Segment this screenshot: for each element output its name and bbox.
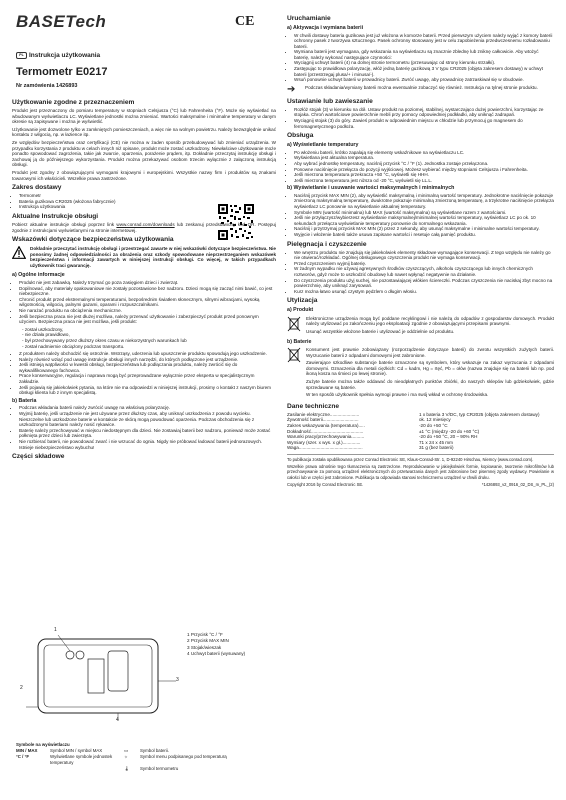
- list-item: • Baterię należy przechowywać w miejscu niedostępnym dla dzieci. Nie zostawiaj baterii bez nadzoru, ponieważ może zostać połknięta przez dzieci lub zwierzęta.: [19, 428, 276, 439]
- general-heading: a) Ogólne informacje: [12, 272, 65, 279]
- part-label: 4 Uchwyt baterii (wysuwany): [187, 651, 246, 657]
- symbol-desc: Symbol MIN / symbol MAX: [50, 748, 103, 753]
- list-item: • Jeśli mierzona temperatura przekracza +50 °C, wyświetli się HHH.: [294, 172, 554, 178]
- document-type: [16, 52, 100, 59]
- list-item: • W chwili dostawy bateria guzikowa jest już włożona w komorze baterii. Przed pierwszym użyciem należy wyjąć z komory baterii ochronny pasek z tworzywa sztucznego. Pasek ochronny stosowany jest w celu zapobieżenia przedwczesnemu rozładowaniu baterii.: [294, 33, 554, 50]
- minmax-list: [287, 193, 554, 238]
- care-list: [287, 250, 554, 295]
- manuals-text: Pobierz aktualne instrukcje obsługi poprzez link: [12, 221, 117, 227]
- arrow-right-icon: ➔: [287, 83, 296, 95]
- list-item: • Jeśli bezpieczna praca nie jest dłużej możliwa, należy przerwać użytkowanie i zabezpieczyć produkt przed ponownym użyciem. Bezpieczna praca nie jest możliwa, jeśli produkt:: [19, 314, 276, 325]
- tech-value: ±1 °C (między -20 do +60 °C): [419, 428, 480, 434]
- brand-logo: BASETech: [16, 12, 107, 31]
- list-item: • Jeśli pojawią się jakiekolwiek pytania, na które nie ma odpowiedzi w niniejszej instrukcji, prosimy o kontakt z naszym biurem obsługi klienta lub z innym specjalistą.: [19, 385, 276, 396]
- list-item: • Podczas wkładania baterii należy zwrócić uwagę na właściwą polaryzację.: [19, 405, 276, 411]
- disposal-paragraph: Zużyte baterie można także oddawać do nieodpłatnych punktów zbiórki, do naszych sklepów lub gdziekolwiek, gdzie sprzedawane są baterie.: [306, 379, 554, 390]
- list-item: • Bateria guzikowa CR2025 (włożona fabrycznie): [19, 199, 214, 205]
- list-item: • W żadnym wypadku nie używaj agresywnych środków czyszczących, alkoholu czyszczącego lub innych chemicznych roztworów, gdyż może to uszkodzić obudowę lub nawet wpłynąć negatywnie na działanie.: [294, 266, 554, 277]
- delivery-list: [12, 193, 214, 210]
- symbol-desc: Symbol baterii.: [140, 748, 170, 753]
- snowflake-icon: ☼: [124, 754, 129, 759]
- tech-key: Waga..................................................: [287, 445, 363, 451]
- list-item: • Rozłóż stojak (3) w kierunku na dół. Ustaw produkt na poziomej, stabilnej, wystarczająco dużej powierzchni, korzystając ze stojaka. Chroń wartościowe powierzchnie mebli przy pomocy odpowiedniej podkładki, aby uniknąć zadrapań.: [294, 107, 554, 118]
- battery-heading: b) Bateria: [12, 397, 37, 404]
- list-item: • Aby wybrać jednostkę temperatury, naciśnij przycisk °C / °F (1). Jednostka zostaje przełączona.: [294, 161, 554, 167]
- ce-mark: CE: [235, 14, 255, 29]
- list-item: • Po włożeniu baterii, krótko zapalają się elementy wskaźnikowe na wyświetlaczu LC.: [294, 150, 554, 156]
- list-item: • Nie rozbierać baterii, nie powodować zwarć i nie wrzucać do ognia. Nigdy nie próbować ładować baterii jednorazowych. Istnieje niebezpieczeństwo wybuchu!: [19, 439, 276, 450]
- tech-key: Dokładność.........................................: [287, 428, 364, 434]
- tech-key: Żywotność baterii............................: [287, 417, 359, 423]
- tech-key: Warunki pracy/przechowywania..........: [287, 434, 365, 440]
- minmax-heading: b) Wyświetlanie i usuwanie wartości maksymalnych i minimalnych: [287, 185, 455, 192]
- care-heading: Pielęgnacja i czyszczenie: [287, 240, 367, 248]
- list-item: • Wsuń ponownie uchwyt baterii w prowadnicy baterii. Zwróć uwagę, aby prowadnicę zatrzaskiwał się w obudowie.: [294, 77, 554, 83]
- tech-key: Zasilanie elektryczne.......................: [287, 411, 360, 417]
- list-item: • Zastępując to prawidłowa polaryzację, włóż jedną baterię guzikową 3 V typu CR2025 (objęta zakresem dostawy) w uchwyt baterii (przestrzegaj plusa/+ i minusa/-).: [294, 66, 554, 77]
- disposal-battery-heading: b) Baterie: [287, 338, 312, 345]
- disposal-paragraph: Zawierające szkodliwe substancje baterie oznaczone są symbolem, który wskazuje na zakaz wyrzucania z odpadami domowymi. Oznaczenia dla metali ciężkich: Cd = kadm, Hg = rtęć, Pb = ołów (nazwa znajduje się na baterii lub np. pod ikoną kosza na śmieci po lewej stronie).: [306, 360, 554, 377]
- list-item: • Wymiana baterii jest wymagana, gdy wskazania na wyświetlaczu są znacznie zblednę lub zniknę całkowicie. Aby wtożyć baterię, należy wykonać następujące czynności:: [294, 49, 554, 60]
- list-item: • Symbole MIN (wartość minimalna) lub MAX (wartość maksymalna) są wyświetlane razem z wartościami.: [294, 210, 554, 216]
- part-label: 1 Przycisk °C / °F: [187, 632, 223, 637]
- list-item: • Kurz można łatwo usunąć czystym pędzlem o długim włosiu.: [294, 289, 554, 295]
- disposal-battery: [287, 347, 554, 400]
- list-item: • Naciśnij przycisk MAX MIN (2), aby wyświetlić maksymalną i minimalną wartość temperatury. Jednokrotne naciśnięcie pokazuje zmierzoną maksymalną temperaturę, dwukrotne pokazuje minimalną zmierzoną temperaturę, a trzykrotne naciśnięcie przełącza wyświetlacz LC ponownie na wyświetlanie aktualnej temperatury.: [294, 193, 554, 210]
- general-list: [12, 280, 276, 325]
- battery-icon: ▭: [124, 748, 129, 753]
- tech-table: [287, 412, 554, 451]
- disposal-paragraph: Usunąć wszystkie włożone baterie i utylizować je oddzielnie od produktu.: [306, 328, 455, 334]
- list-item: • Produkt nie jest zabawką. Należy trzymać go poza zasięgiem dzieci i zwierząt.: [19, 280, 276, 286]
- downloads-link[interactable]: www.conrad.com/downloads: [116, 221, 175, 227]
- list-item: • Wyjęcie i włożenie baterii także usuwa zapisane wartości i resetuje całą pamięć produktu.: [294, 232, 554, 238]
- general-list-continued: [12, 351, 276, 396]
- list-item: • Prace konserwacyjne, regulacja i naprawa mogą być przeprowadzane wyłącznie przez eksperta w specjalistycznym zakładzie.: [19, 373, 276, 384]
- symbol-row: [16, 766, 231, 772]
- list-item: - nie działa prawidłowo,: [22, 332, 276, 338]
- diagram-callout: 3: [176, 677, 179, 683]
- disposal-product-heading: a) Produkt: [287, 307, 314, 314]
- unsafe-conditions-list: [12, 327, 276, 349]
- disposal-heading: Utylizacja: [287, 297, 318, 305]
- disposal-paragraph: Elektroniczne urządzenia mogą być poddane recyklingowi i nie należą do odpadów z gospodarstw domowych. Produkt należy utylizować po zakończeniu jego eksploatacji zgodnie z obowiązującymi przepisami prawnymi.: [306, 315, 554, 327]
- operation-heading: Uruchamianie: [287, 15, 331, 22]
- tech-heading: Dane techniczne: [287, 402, 340, 410]
- manuals-heading: Aktualne Instrukcje obsługi: [12, 212, 99, 220]
- document-code: *1426893_v2_0916_02_DS_m_PL_(2): [481, 481, 554, 487]
- symbol-desc: Wyświetlane symbole jednostek temperatury: [50, 754, 113, 765]
- list-item: • Dopilnować, aby materiały opakowaniowe nie zostały pozostawione bez nadzoru. Dzieci mogą się zacząć nimi bawić, co jest niebezpieczne.: [19, 286, 276, 297]
- temp-display-list: [287, 150, 554, 184]
- diagram-callout: 2: [20, 685, 23, 691]
- list-item: • Wyjmij baterię, jeśli urządzenie nie jest używane przez dłuższy czas, aby uniknąć uszkodzenia z powodu wycieku. Nieszczelne lub uszkodzone baterie w kontakcie ze skórą mogą powodować oparzenia. Podczas obchodzenia się z uszkodzonymi bateriami należy nosić rękawice.: [19, 411, 276, 428]
- list-item: • Z produktem należy obchodzić się ostrożnie. Wstrząsy, uderzenia lub upuszczenie produktu spowodują jego uszkodzenie.: [19, 351, 276, 357]
- battery-list: [12, 405, 276, 450]
- manuals-paragraph: [12, 222, 276, 233]
- list-item: • Wyciągnij uchwyt baterii (4) na dolnej stronie termometru (przesuwając od strony kierunku strzałki).: [294, 60, 554, 66]
- safety-heading: Wskazówki dotyczące bezpieczeństwa użytkowania: [12, 236, 174, 244]
- copyright: Copyright 2016 by Conrad Electronic SE.: [287, 481, 364, 487]
- crossed-bin-icon: [287, 347, 301, 400]
- intended-use-paragraph: Produkt jest przeznaczony do pomiaru temperatury w stopniach Celsjusza (°C) lub Fahrenheita (°F). Może się wyświetlać na wbudowanym wyświetlaczu LC. Wyświetlane jednostki można zmieniać. Wartości maksymalne i minimalne temperatury w danym okresie są zapisywane i można je wyświetlić.: [12, 108, 276, 125]
- symbol-name: MIN / MAX: [16, 748, 38, 753]
- language-flag-icon: PL: [16, 52, 27, 59]
- crossed-bin-icon: [287, 316, 301, 337]
- list-item: • Przed czyszczeniem wyjmij baterię.: [294, 261, 554, 267]
- battery-activation-list: [287, 33, 554, 83]
- list-item: • Jeśli istnieją wątpliwości w kwestii obsługi, bezpieczeństwa lub podłączania produktu, należy zwrócić się do wykwalifikowanego fachowca.: [19, 362, 276, 373]
- tech-value: 1 x bateria 3 V/DC, typ CR2025 (objęta zakresem dostawy): [419, 411, 540, 417]
- diagram-callout: 4: [116, 717, 119, 723]
- list-item: • Należy również wziąć pod uwagę instrukcje obsługi innych narzędzi, do których podłączone jest urządzenie.: [19, 357, 276, 363]
- symbol-name: °C / °F: [16, 754, 30, 759]
- list-item: • Termometr: [19, 193, 214, 199]
- right-column: [287, 12, 554, 487]
- warning-triangle-icon: [12, 246, 26, 270]
- intended-use-paragraph: Produkt jest zgodny z obowiązującymi wymogami krajowymi i europejskimi. Wszystkie nazwy firm i produktów są znakami towarowymi ich właścicieli. Wszelkie prawa zastrzeżone.: [12, 169, 276, 181]
- disposal-product: [287, 316, 554, 337]
- parts-heading: Części składowe: [12, 453, 65, 461]
- list-item: • Jeśli mierzona temperatura jest niższa od -20 °C, wyświetli się LL.L.: [294, 178, 554, 184]
- symbol-row: [16, 754, 231, 766]
- delivery-heading: Zakres dostawy: [12, 184, 62, 192]
- manuals-text: lub zeskanuj przedstawiony kod QR. Postępuj zgodnie z instrukcjami wyświetlanymi na stronie internetowej.: [12, 221, 276, 233]
- list-item: • Naciśnij i przytrzymaj przycisk MAX MIN (2) przez 2 sekundy, aby usunąć maksymalne i minimalne wartości temperatury.: [294, 226, 554, 232]
- intended-use-paragraph: Ze względów bezpieczeństwa oraz certyfikacji (CE) nie można w żaden sposób przebudowywać lub zmieniać urządzenia. W przypadku korzystania z produktu w celach innych niż opisane, produkt może zostać uszkodzony. Niewłaściwe użytkowanie może ponadto spowodować zagrożenia, takie jak zwarcie, oparzenia, porażenie prądem, itp. Dokładnie przeczytaj instrukcję obsługi i zachowaj ją do późniejszego wykorzystania. Produkt można przekazywać osobom trzecim wyłącznie z załączoną instrukcją obsługi.: [12, 139, 276, 168]
- tech-key: Wymiary (szer. x wys. x gł.)..............: [287, 439, 361, 445]
- list-item: • Wyświetlana jest aktualna temperatura.: [294, 155, 554, 161]
- setup-heading: Ustawianie lub zawieszanie: [287, 97, 373, 105]
- list-item: - został nadmiernie obciążony podczas transportu.: [22, 344, 276, 350]
- info-note-text: Podczas składania/wymiany baterii można ewentualnie zobaczyć się również. Instrukcja na tylnej stronie produktu.: [305, 84, 538, 90]
- list-item: • Ponowne naciśnięcie przełącza do pozycji wyjściowej. Możesz wybierać między stopniami Celsjusza i Fahrenheita.: [294, 167, 554, 173]
- symbol-desc: Symbol menu podpisanego pod temperaturą: [140, 754, 227, 759]
- tech-value: ok. 12 miesięcy: [419, 417, 451, 423]
- list-item: • We wnętrzu produktu nie znajdują się jakiekolwiek elementy składowe wymagające konserwacji. Z tego względu nie należy go nie otwierać/rozkładać. Ogólnej obsługowego czyszczenia produkt nie wymaga konserwacji.: [294, 250, 554, 261]
- thermometer-icon: 🌡: [124, 766, 130, 771]
- safety-warning: [12, 246, 276, 270]
- imprint: [287, 454, 554, 487]
- list-item: • Instrukcja użytkowania: [19, 204, 214, 210]
- imprint-paragraph: To publikacja została opublikowana przez Conrad Electronic SE, Klaus-Conrad-Str. 1, D-92240 Hirschau, Niemcy (www.conrad.com).: [287, 456, 534, 462]
- tech-key: Zakres wskazywania (temperatura).....: [287, 423, 365, 428]
- info-note: [287, 85, 554, 95]
- safety-warning-text: Dokładnie przeczytać instrukcję obsługi i przestrzegać zawarte w niej wskazówki dotyczące bezpieczeństwa. Nie ponosimy żadnej odpowiedzialności za obrażenia oraz szkody spowodowane nieprzestrzeganiem wskazówek bezpieczeństwa i informacji zawartych w niniejszej instrukcji obsługi. Co więcej, w takich przypadkach użytkownik traci gwarancję.: [30, 246, 276, 268]
- symbol-desc: Symbol termometru: [140, 766, 179, 771]
- list-item: • Jeśli nie przyłączysz/wybierzesz wyświetlanie maksymalnej/minimalnej wartości temperatury, wyświetlacz LC po ok. 10 sekundach przełącza wyświetlanie temperatury ponownie do normalnego wskazania.: [294, 215, 554, 226]
- display-symbols: [16, 742, 231, 772]
- disposal-paragraph: W ten sposób użytkownik spełnia wymogi prawne i ma swój wkład w ochronę środowiska.: [306, 392, 489, 398]
- diagram-callout: 1: [54, 627, 57, 633]
- tech-value: -20 do +50 °C, 20 – 90% RH: [419, 434, 478, 440]
- intended-use-paragraph: Użytkowanie jest dozwolone tylko w zamkniętych pomieszczeniach, a więc nie na wolnym powietrzu. Należy bezwzględnie unikać kontaktu z wilgocią, np. w łazience itp.: [12, 126, 276, 138]
- list-item: • Chronić produkt przed ekstremalnymi temperaturami, bezpośrednim światłem słonecznym, silnymi wibracjami, wysoką wilgotnością, wilgocią, palnymi gazami, oparami i rozpuszczalnikami.: [19, 297, 276, 308]
- model-title: Termometr E0217: [16, 66, 108, 78]
- left-column: [12, 96, 276, 462]
- tech-value: -20 do +50 °C: [419, 423, 448, 428]
- battery-activation-heading: a) Aktywacja i wymiana baterii: [287, 25, 364, 31]
- part-label: 2 Przycisk MAX MIN: [187, 638, 229, 644]
- part-labels: [187, 632, 245, 658]
- part-label: 3 Stojak/wieszak: [187, 644, 222, 650]
- usage-heading: Obsługa: [287, 132, 314, 140]
- tech-value: 71 x 24 x 45 mm: [419, 439, 453, 445]
- temp-display-heading: a) Wyświetlanie temperatury: [287, 142, 359, 149]
- setup-list: [287, 107, 554, 129]
- list-item: • Do czyszczenia produktu użyj suchej, nie pozostawiającej włókien ściereczki. Podczas czyszczenia nie naciskaj zbyt mocno na powierzchnię, aby uniknąć zarysowań.: [294, 278, 554, 289]
- list-item: - został uszkodzony,: [22, 327, 276, 333]
- symbols-heading: Symbole na wyświetlaczu: [16, 742, 70, 747]
- list-item: • Wyciągnij stojak (3) do góry. Zawieś produkt w odpowiednim miejscu w chłodzie lub przymocuj go magnesem do ferromagnetycznego podłoża.: [294, 118, 554, 129]
- list-item: • Nie narażać produktu na obciążenia mechaniczne.: [19, 308, 276, 314]
- thermometer-diagram: [18, 627, 179, 723]
- document-type-label: Instrukcja użytkowania: [29, 52, 101, 60]
- imprint-paragraph: Wszelkie prawa odnośnie tego tłumaczenia są zastrzeżone. Reprodukowanie w jakiejkolwiek formie, kopiowanie, tworzenie mikrofilmów lub przechowywanie za pomocą urządzeń elektronicznych do przetwarzania danych jest zabronione bez pisemnej zgody wydawcy. Powielanie w całości lub w części jest zabronione. Publikacja ta odpowiada stanowi technicznemu urządzeń w chwili druku.: [287, 464, 554, 480]
- tech-value: 31 g (bez baterii): [419, 445, 454, 451]
- intended-use-heading: Użytkowanie zgodne z przeznaczeniem: [12, 99, 135, 106]
- disposal-paragraph: Konsument jest prawnie zobowiązany (rozporządzenie dotyczące baterii) do zwrotu wszystkich zużytych baterii. Wyrzucanie baterii z odpadami domowymi jest zabronione.: [306, 347, 554, 358]
- list-item: - był przechowywany przez dłuższy okres czasu w niekorzystnych warunkach lub: [22, 338, 276, 344]
- order-number: Nr zamówienia 1426893: [16, 83, 78, 89]
- tech-row: [287, 445, 554, 451]
